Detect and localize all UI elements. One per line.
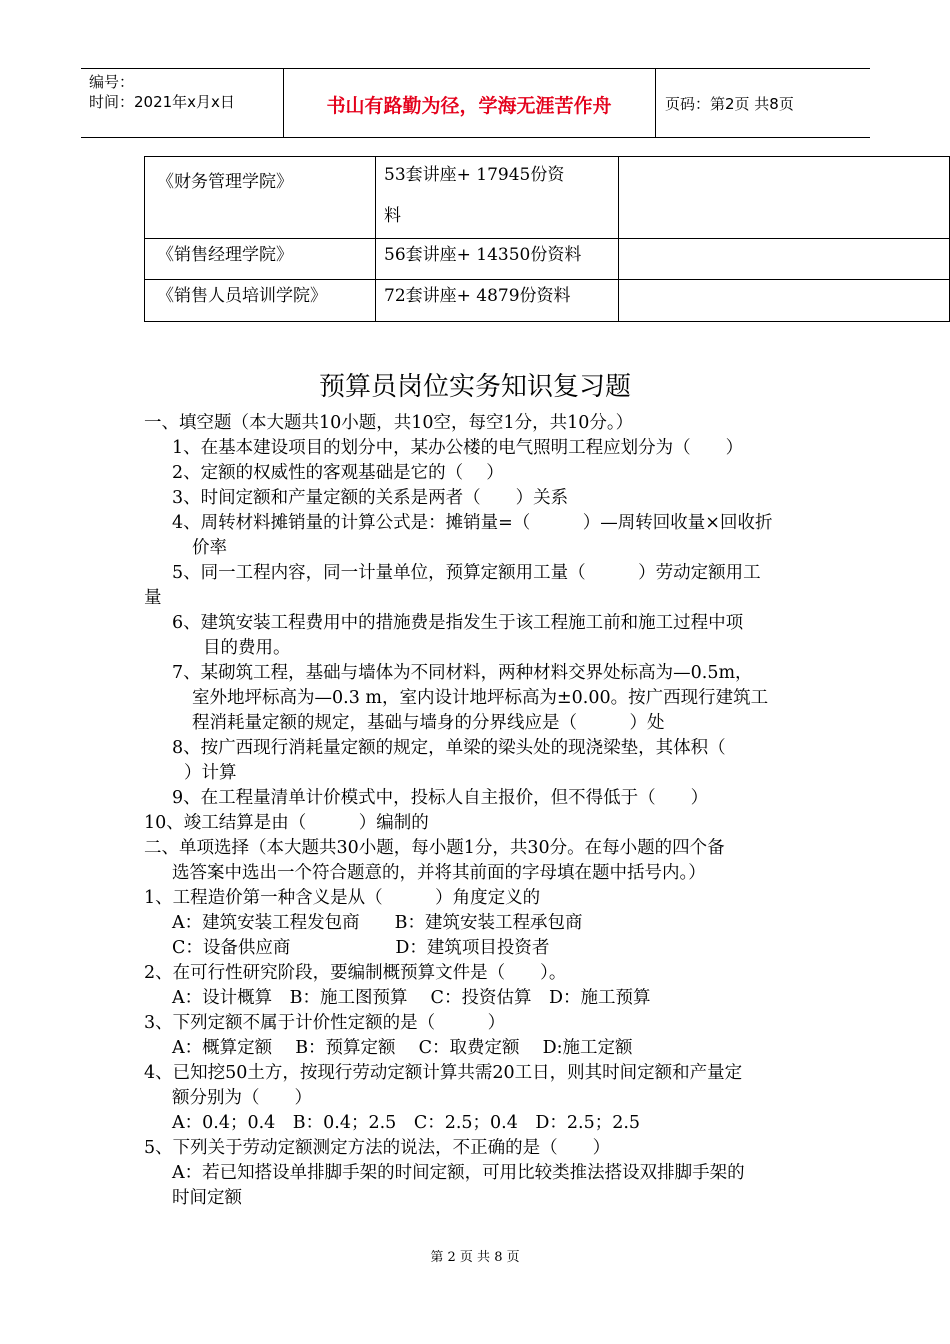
question-line: 4、周转材料摊销量的计算公式是：摊销量=（ ）—周转回收量×回收折 [172, 513, 773, 533]
question-line: 1、工程造价第一种含义是从（ ）角度定义的 [144, 888, 541, 908]
table-cell-content: 72套讲座+ 4879份资料 [376, 280, 619, 322]
option-line-continuation: 时间定额 [172, 1188, 242, 1208]
header-left-cell [81, 69, 284, 137]
question-line: 10、竣工结算是由（ ）编制的 [144, 813, 429, 833]
question-line: 5、下列关于劳动定额测定方法的说法，不正确的是（ ） [144, 1138, 611, 1158]
table-cell-content-line: 料 [384, 206, 401, 226]
table-row [145, 239, 950, 280]
section-heading: 一、填空题（本大题共10小题，共10空，每空1分，共10分。） [144, 413, 634, 433]
table-cell-name: 《财务管理学院》 [145, 157, 376, 239]
option-line: A：0.4；0.4 B：0.4；2.5 C：2.5；0.4 D：2.5；2.5 [172, 1113, 641, 1133]
table-cell-content-line: 53套讲座+ 17945份资 [384, 165, 565, 185]
header-right-cell [655, 69, 870, 137]
question-line: 6、建筑安装工程费用中的措施费是指发生于该工程施工前和施工过程中项 [172, 613, 744, 633]
resources-table [144, 156, 950, 322]
question-line: 3、下列定额不属于计价性定额的是（ ） [144, 1013, 506, 1033]
question-line-continuation: 价率 [192, 538, 227, 558]
table-row [145, 157, 950, 239]
table-cell-extra [619, 239, 950, 280]
question-line: 7、某砌筑工程，基础与墙体为不同材料，两种材料交界处标高为—0.5m， [172, 663, 753, 683]
time-label: 时间：2021年x月x日 [89, 93, 235, 111]
table-cell-name: 《销售经理学院》 [145, 239, 376, 280]
page-footer: 第 2 页 共 8 页 [430, 1250, 520, 1265]
question-line: 1、在基本建设项目的划分中，某办公楼的电气照明工程应划分为（ ） [172, 438, 744, 458]
page-info: 页码：第2页 共8页 [665, 95, 794, 113]
number-label: 编号： [89, 73, 135, 91]
question-line: 9、在工程量清单计价模式中，投标人自主报价，但不得低于（ ） [172, 788, 709, 808]
document-title: 预算员岗位实务知识复习题 [318, 372, 631, 402]
option-line: C：设备供应商 D：建筑项目投资者 [172, 938, 550, 958]
table-cell-content [376, 157, 619, 239]
question-line-continuation: 额分别为（ ） [172, 1088, 312, 1108]
option-line: A：设计概算 B：施工图预算 C：投资估算 D：施工预算 [172, 988, 651, 1008]
question-line-continuation: ）计算 [184, 763, 237, 783]
table-cell-extra [619, 280, 950, 322]
section-heading: 二、单项选择（本大题共30小题，每小题1分，共30分。在每小题的四个备 [144, 838, 725, 858]
header-motto-cell [283, 69, 656, 137]
question-line: 2、定额的权威性的客观基础是它的（ ） [172, 463, 504, 483]
table-cell-extra [619, 157, 950, 239]
question-line: 4、已知挖50土方，按现行劳动定额计算共需20工日，则其时间定额和产量定 [144, 1063, 743, 1083]
section-heading-continuation: 选答案中选出一个符合题意的，并将其前面的字母填在题中括号内。） [172, 863, 706, 883]
motto-text: 书山有路勤为径，学海无涯苦作舟 [326, 95, 612, 117]
table-cell-content: 56套讲座+ 14350份资料 [376, 239, 619, 280]
question-line: 3、时间定额和产量定额的关系是两者（ ）关系 [172, 488, 569, 508]
option-line: A：若已知搭设单排脚手架的时间定额，可用比较类推法搭设双排脚手架的 [172, 1163, 745, 1183]
question-line: 5、同一工程内容，同一计量单位，预算定额用工量（ ）劳动定额用工 [172, 563, 761, 583]
question-line-continuation: 室外地坪标高为—0.3 m，室内设计地坪标高为±0.00。按广西现行建筑工 [192, 688, 769, 708]
question-line: 8、按广西现行消耗量定额的规定，单梁的梁头处的现浇梁垫，其体积（ [172, 738, 726, 758]
question-line: 2、在可行性研究阶段，要编制概预算文件是（ ）。 [144, 963, 567, 983]
question-line-continuation: 程消耗量定额的规定，基础与墙身的分界线应是（ ）处 [192, 713, 665, 733]
question-line-continuation: 目的费用。 [203, 638, 291, 658]
question-line-continuation: 量 [144, 588, 162, 608]
option-line: A：建筑安装工程发包商 B：建筑安装工程承包商 [172, 913, 583, 933]
page-header [81, 68, 870, 138]
table-cell-name: 《销售人员培训学院》 [145, 280, 376, 322]
table-row [145, 280, 950, 322]
option-line: A：概算定额 B：预算定额 C：取费定额 D:施工定额 [172, 1038, 633, 1058]
